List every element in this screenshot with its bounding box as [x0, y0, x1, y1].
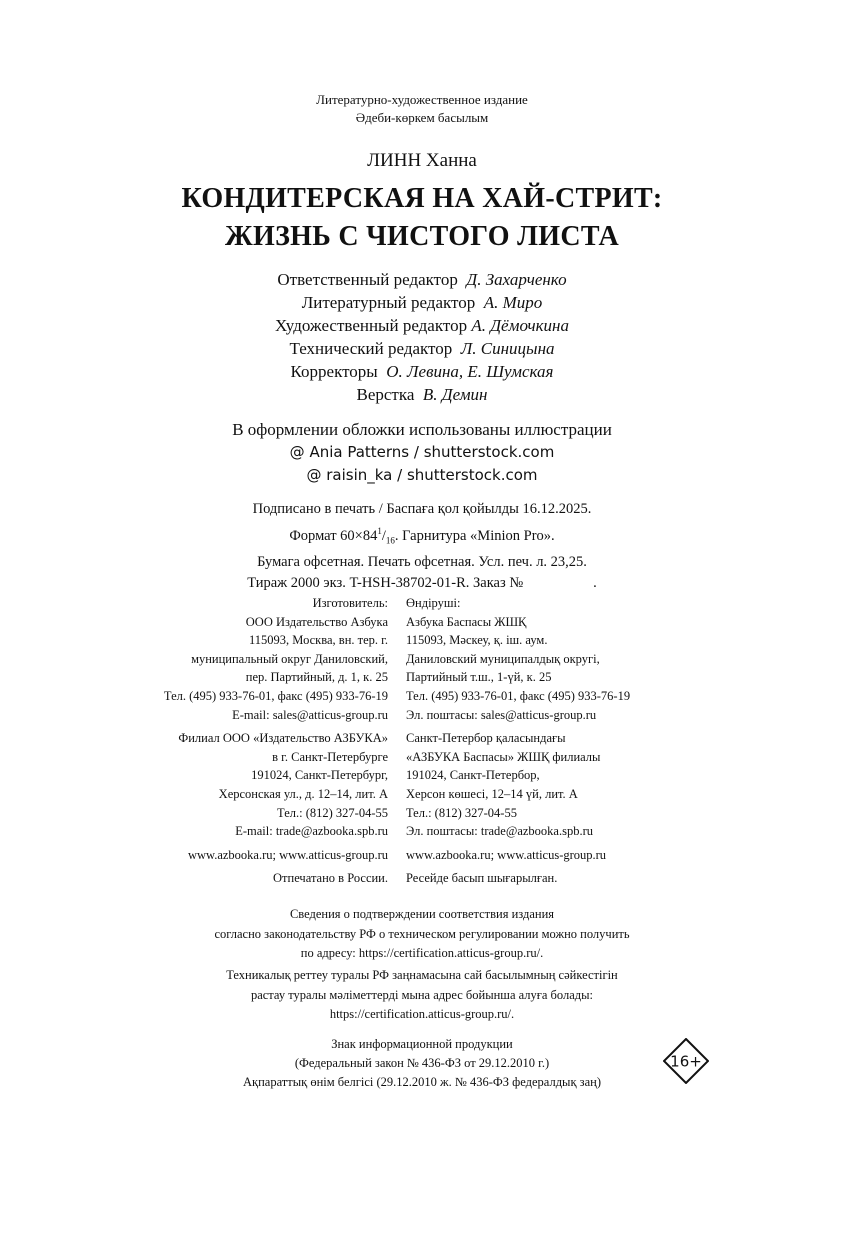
- staff-line: Литературный редактор А. Миро: [301, 293, 543, 312]
- staff-line: Ответственный редактор Д. Захарченко: [277, 270, 567, 289]
- printed-in-ru: Отпечатано в России.: [273, 871, 388, 886]
- branch-row: 191024, Санкт-Петербург, 191024, Санкт-Петербор,: [251, 768, 540, 783]
- illustration-credits: [0, 418, 844, 487]
- staff-line: Технический редактор Л. Синицына: [289, 339, 555, 358]
- edition-type: [0, 91, 844, 127]
- branch-row: E-mail: trade@azbooka.spb.ru Эл. поштасы: trade@azbooka.spb.ru: [235, 824, 594, 839]
- edition-type-ru: Литературно-художественное издание: [316, 92, 528, 107]
- paper-line: Бумага офсетная. Печать офсетная. Усл. печ. л. 23,25.: [257, 553, 587, 570]
- title-line-2: ЖИЗНЬ С ЧИСТОГО ЛИСТА: [225, 221, 619, 252]
- branch-row: в г. Санкт-Петербурге «АЗБУКА Баспасы» ЖШҚ филиалы: [272, 749, 601, 764]
- websites-row: [0, 846, 844, 865]
- publisher-row: пер. Партийный, д. 1, к. 25 Партийный т.ш., 1-үй, к. 25: [245, 670, 552, 685]
- signed-date: Подписано в печать / Баспаға қол қойылды 16.12.2025.: [252, 501, 592, 517]
- print-run-line: Тираж 2000 экз. T-HSH-38702-01-R. Заказ № .: [247, 575, 597, 592]
- illustration-intro: В оформлении обложки использованы иллюстрации: [232, 420, 612, 439]
- publisher-row: 115093, Москва, вн. тер. г. 115093, Мәскеу, қ. іш. аум.: [248, 633, 548, 648]
- staff-line: Корректоры О. Левина, Е. Шумская: [290, 362, 554, 381]
- illustration-credit-1: @ Ania Patterns / shutterstock.com: [289, 443, 555, 461]
- age-rating-label: 16+: [670, 1052, 702, 1071]
- publisher-row: Тел. (495) 933-76-01, факс (495) 933-76-19 Тел. (495) 933-76-01, факс (495) 933-76-19: [163, 688, 631, 703]
- book-title: [0, 180, 844, 256]
- publisher-row: Изготовитель: Өндіруші:: [312, 596, 461, 610]
- printed-in-kz: Ресейде басып шығарылған.: [406, 871, 558, 886]
- age-rating-badge: [663, 1038, 709, 1084]
- staff-line: Верстка В. Демин: [356, 385, 488, 404]
- publisher-row: E-mail: sales@atticus-group.ru Эл. поштасы: sales@atticus-group.ru: [232, 707, 597, 722]
- publisher-row: ООО Издательство Азбука Азбука Баспасы ЖШҚ: [245, 614, 527, 629]
- staff-line: Художественный редактор А. Дёмочкина: [274, 316, 569, 335]
- print-info: [0, 499, 844, 595]
- publisher-row: муниципальный округ Даниловский, Даниловский муниципалдық округі,: [191, 651, 600, 666]
- author: ЛИНН Ханна: [367, 150, 477, 171]
- websites-ru: www.azbooka.ru; www.atticus-group.ru: [187, 847, 388, 862]
- websites-kz: www.azbooka.ru; www.atticus-group.ru: [406, 847, 607, 862]
- format-line: Формат $60\times 84^1/_{16}$. Гарнитура «Minion Pro».: [289, 525, 555, 546]
- publisher-info: [0, 594, 844, 888]
- illustration-credit-2: @ raisin_ka / shutterstock.com: [306, 466, 538, 484]
- printed-in-row: [0, 869, 844, 888]
- certification-ru: Сведения о подтверждении соответствия издания согласно законодательству РФ о техническом регулировании можно получить по адресу: https://certification.atticus-group.ru/.: [214, 907, 630, 960]
- branch-row: Херсонская ул., д. 12–14, лит. А Херсон көшесі, 12–14 үй, лит. А: [218, 786, 578, 801]
- editorial-staff: [0, 268, 844, 406]
- edition-type-kz: Әдеби-көркем басылым: [355, 110, 489, 125]
- info-product-sign: Знак информационной продукции (Федеральный закон № 436-ФЗ от 29.12.2010 г.) Ақпараттық өнім белгісі (29.12.2010 ж. № 436-ФЗ федералдық заң): [243, 1037, 601, 1089]
- branch-row: Тел.: (812) 327-04-55 Тел.: (812) 327-04-55: [277, 805, 517, 820]
- branch-row: Филиал ООО «Издательство АЗБУКА» Санкт-Петербор қаласындағы: [178, 731, 566, 746]
- certification-kz: Техникалық реттеу туралы РФ заңнамасына сай басылымның сәйкестігін растау туралы мәліметтерді мына адрес бойынша алуға болады: https://certification.atticus-group.ru/.: [226, 968, 618, 1021]
- title-line-1: КОНДИТЕРСКАЯ НА ХАЙ-СТРИТ:: [181, 183, 663, 214]
